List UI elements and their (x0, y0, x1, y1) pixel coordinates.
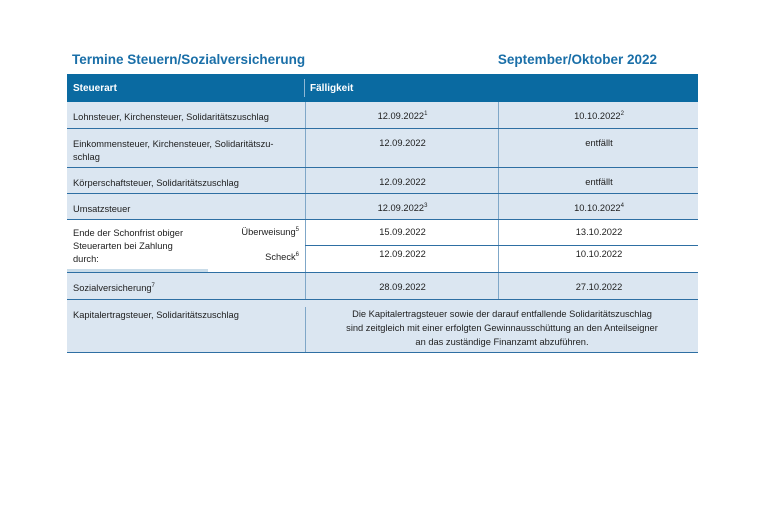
table-row (67, 194, 698, 220)
table-row (67, 300, 698, 353)
row-label: Lohnsteuer, Kirchensteuer, Solidaritätszuschlag (73, 112, 269, 122)
table-row (67, 102, 698, 129)
date-cell: 28.09.2022 (305, 273, 499, 299)
date-cell: 27.10.2022 (498, 273, 699, 299)
table-row (67, 129, 698, 168)
tax-schedule-table (67, 74, 698, 353)
header-faelligkeit: Fälligkeit (310, 83, 354, 94)
header-divider (304, 79, 305, 97)
row-label: Einkommensteuer, Kirchensteuer, Solidaritätszu- schlag (73, 139, 274, 162)
row-label: Umsatzsteuer (73, 204, 131, 214)
date-cell: 12.09.2022 (305, 168, 499, 193)
date-cell: 13.10.2022 10.10.2022 (498, 220, 699, 272)
header-steuerart: Steuerart (73, 83, 117, 94)
row-label: Kapitalertragsteuer, Solidaritätszuschlag (73, 310, 239, 320)
table-row (67, 168, 698, 194)
schonfrist-divider (305, 245, 698, 246)
date-cell: entfällt (498, 129, 699, 167)
date-cell: 12.09.2022 (305, 129, 499, 167)
row-label: Körperschaftsteuer, Solidaritätszuschlag (73, 178, 239, 188)
period-title: September/Oktober 2022 (497, 52, 657, 67)
table-header (67, 74, 698, 102)
date-cell: 10.10.2022$^4$ (498, 194, 699, 219)
scheck-label: Scheck$^6$ (265, 252, 299, 262)
schonfrist-label: Ende der Schonfrist obiger Steuerarten bei Zahlung durch: (73, 228, 184, 264)
schonfrist-row (67, 220, 698, 273)
kapital-note: Die Kapitalertragsteuer sowie der darauf entfallende Solidaritätszuschlag sind zeitgleich mit einer erfolgten Gewinnausschüttung an den Anteilseigner an das zuständige Finanzamt abzuführen. (305, 307, 698, 352)
ueberweisung-label: Überweisung$^5$ (241, 227, 299, 237)
date-cell: 12.09.2022$^1$ (305, 102, 499, 128)
row-label: Sozialversicherung$^7$ (73, 283, 155, 293)
table-row (67, 273, 698, 300)
page-title: Termine Steuern/Sozialversicherung (72, 52, 306, 67)
date-cell: 12.09.2022$^3$ (305, 194, 499, 219)
date-cell: entfällt (498, 168, 699, 193)
date-cell: 10.10.2022$^2$ (498, 102, 699, 128)
date-cell: 15.09.2022 12.09.2022 (305, 220, 499, 272)
